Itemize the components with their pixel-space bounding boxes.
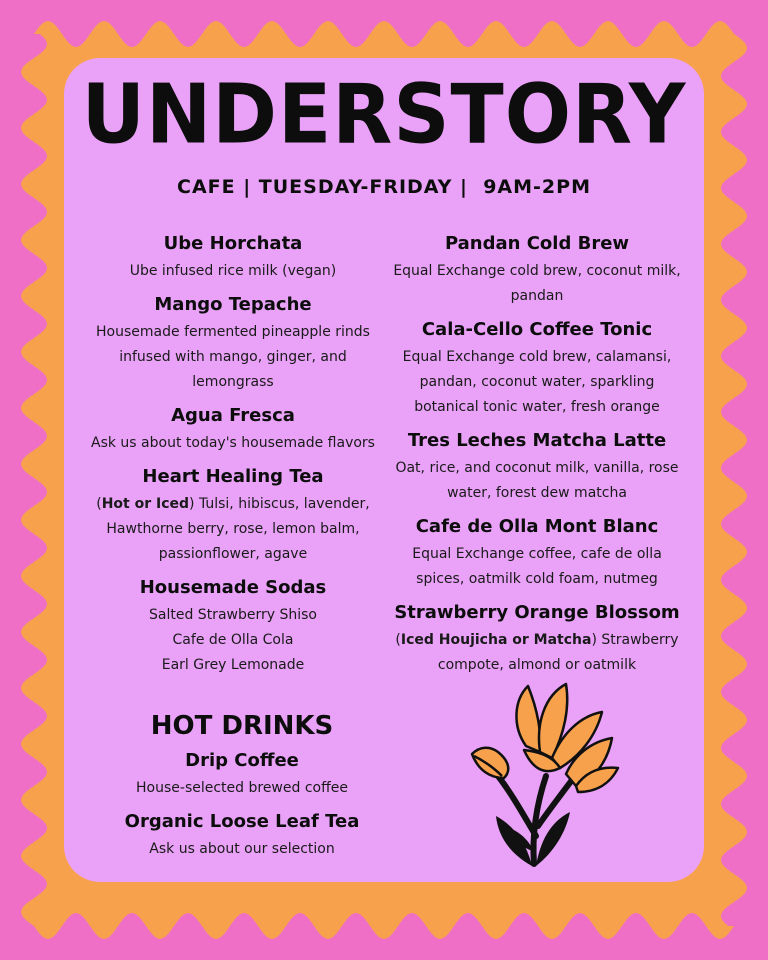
menu-item: [388, 317, 686, 420]
item-description: Ube infused rice milk (vegan): [129, 263, 337, 279]
menu-item: [388, 600, 686, 678]
item-name: Cala-Cello Coffee Tonic: [421, 319, 653, 340]
left-column: [82, 231, 384, 686]
menu-item: [388, 514, 686, 592]
item-name: Tres Leches Matcha Latte: [407, 430, 667, 451]
menu-item: [82, 231, 384, 284]
menu-item: [92, 748, 392, 801]
item-description: (Iced Houjicha or Matcha) Strawberry compote, almond or oatmilk: [395, 632, 679, 673]
item-name: Cafe de Olla Mont Blanc: [415, 516, 659, 537]
section-title: HOT DRINKS: [150, 711, 334, 741]
right-column: [388, 231, 686, 686]
soda-flavor: Cafe de Olla Cola: [172, 632, 294, 648]
item-description: Ask us about our selection: [149, 841, 335, 857]
flower-illustration-icon: [462, 676, 634, 876]
item-description: Equal Exchange coffee, cafe de olla spices, oatmilk cold foam, nutmeg: [412, 546, 662, 587]
menu-item: [82, 575, 384, 678]
cafe-hours: CAFE | TUESDAY-FRIDAY | 9AM-2PM: [177, 176, 591, 198]
item-description-text: Tulsi, hibiscus, lavender, Hawthorne berry, rose, lemon balm, passionflower, agave: [106, 496, 370, 562]
item-name: Agua Fresca: [171, 405, 295, 426]
item-description: Equal Exchange cold brew, calamansi, pandan, coconut water, sparkling botanical tonic water, fresh orange: [402, 349, 672, 415]
menu-item: [82, 403, 384, 456]
menu-item: [388, 428, 686, 506]
page-title: UNDERSTORY: [81, 67, 687, 163]
hot-drinks-section: [92, 706, 392, 870]
menu-item: [388, 231, 686, 309]
item-description: House-selected brewed coffee: [136, 780, 348, 796]
soda-flavor: Salted Strawberry Shiso: [149, 607, 317, 623]
menu-item: [82, 292, 384, 395]
item-description: (Hot or Iced) Tulsi, hibiscus, lavender, Hawthorne berry, rose, lemon balm, passionflower, agave: [96, 496, 370, 562]
item-name: Mango Tepache: [154, 294, 312, 315]
item-name: Housemade Sodas: [139, 577, 327, 598]
item-description: Ask us about today's housemade flavors: [91, 435, 375, 451]
item-name: Pandan Cold Brew: [444, 233, 630, 254]
item-description: Equal Exchange cold brew, coconut milk, pandan: [393, 263, 681, 304]
item-description: Housemade fermented pineapple rinds infused with mango, ginger, and lemongrass: [96, 324, 370, 390]
item-description: Oat, rice, and coconut milk, vanilla, rose water, forest dew matcha: [395, 460, 679, 501]
item-name: Ube Horchata: [163, 233, 303, 254]
item-name: Organic Loose Leaf Tea: [124, 811, 360, 832]
item-option: Iced Houjicha or Matcha: [400, 632, 592, 648]
item-name: Drip Coffee: [185, 750, 299, 771]
menu-item: [92, 809, 392, 862]
item-description-text: Strawberry compote, almond or oatmilk: [437, 632, 679, 673]
menu-item: [82, 464, 384, 567]
item-option: Hot or Iced: [101, 496, 190, 512]
item-name: Strawberry Orange Blossom: [394, 602, 680, 623]
soda-flavor: Earl Grey Lemonade: [161, 657, 305, 673]
item-name: Heart Healing Tea: [142, 466, 324, 487]
